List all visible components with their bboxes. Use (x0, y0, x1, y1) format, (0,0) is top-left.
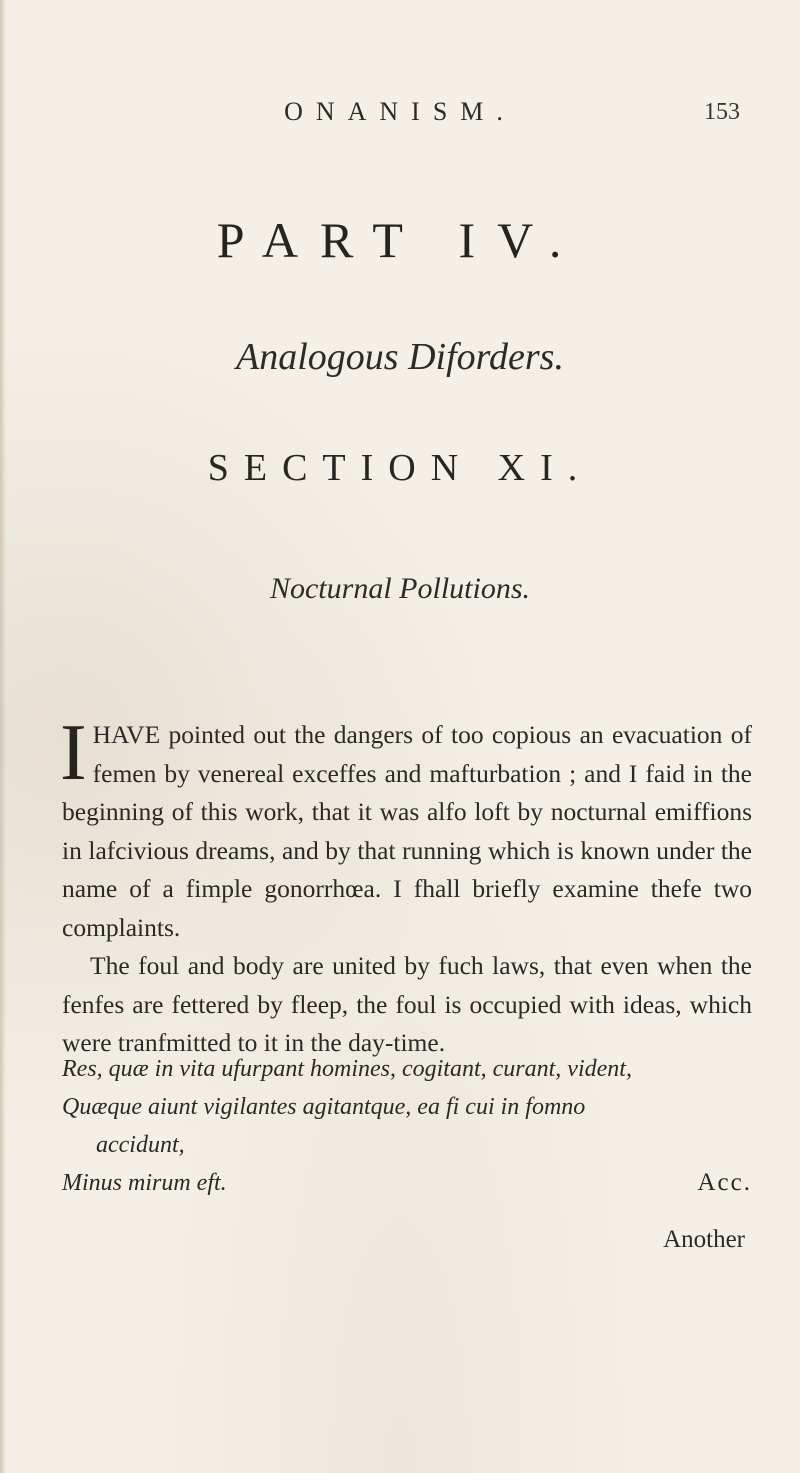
section-title: SECTION XI. (207, 447, 593, 489)
latin-quotation (62, 1050, 752, 1202)
running-title: ONANISM. (284, 97, 516, 126)
quote-line: Minus mirum eft. (62, 1170, 227, 1196)
drop-cap: I (60, 709, 87, 797)
quote-line: Res, quæ in vita ufurpant homines, cogitant, curant, vident, (62, 1056, 632, 1082)
body-text (60, 709, 752, 1063)
part-subtitle: Analogous Diforders. (236, 336, 564, 378)
quote-line: Quæque aiunt vigilantes agitantque, ea fi cui in fomno (62, 1094, 586, 1120)
section-subtitle: Nocturnal Pollutions. (269, 572, 530, 605)
page-header (0, 97, 800, 137)
part-title: PART IV. (216, 212, 584, 268)
catchword: Another (663, 1226, 745, 1253)
quote-last-line (62, 1164, 752, 1202)
paragraph-text: HAVE pointed out the dangers of too copious an evacuation of femen by venereal exceffes and mafturbation ; and I faid in the beginning of this work, that it was alfo loft by nocturnal emiffions in lafcivious dreams, and by that running which is known under the name of a fimple gonorrhœa. I fhall briefly examine thefe two complaints. (62, 720, 752, 942)
quote-line: accidunt, (96, 1132, 185, 1158)
paragraph: The foul and body are united by fuch laws, that even when the fenfes are fettered by fleep, the foul is occupied with ideas, which were tranfmitted to it in the day-time. (62, 951, 752, 1057)
page-number: 153 (704, 99, 740, 125)
quote-attribution: Acc. (697, 1169, 752, 1196)
paragraph (60, 709, 752, 947)
